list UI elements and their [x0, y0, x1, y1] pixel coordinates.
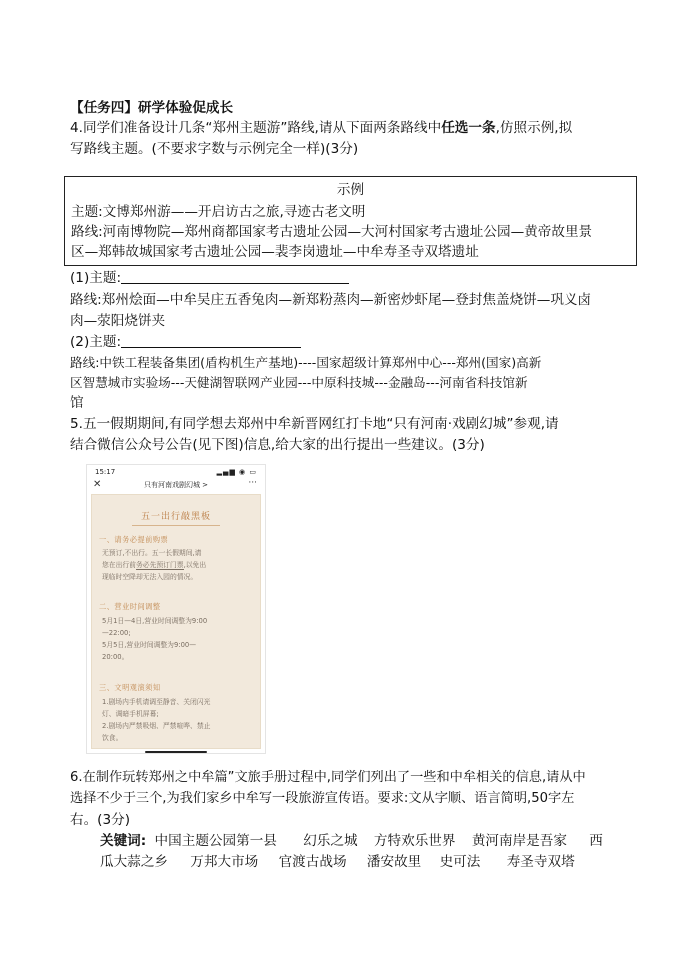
example-box — [64, 176, 637, 266]
example-route-line2: 区—郑韩故城国家考古遗址公园—裴李岗遗址—中牟寿圣寺双塔遗址 — [71, 244, 479, 260]
q4-emphasis: 任选一条 — [441, 120, 496, 136]
keywords-row-2 — [100, 852, 622, 872]
keyword: 幻乐之城 — [303, 833, 358, 849]
more-icon: ··· — [248, 478, 257, 488]
notice-text: —22:00; — [102, 629, 131, 637]
keyword: 官渡古战场 — [278, 854, 347, 870]
keyword: 寿圣寺双塔 — [506, 854, 575, 870]
notice-text: 无预订,不出行。五一长假期间,请 — [102, 549, 202, 557]
q4-line1 — [70, 118, 622, 138]
keyword: 黄河南岸是吾家 — [471, 833, 567, 849]
item1-answer-blank[interactable] — [121, 268, 349, 284]
item2-theme — [70, 332, 622, 352]
notice-section-1: 一、请务必提前购票 — [99, 535, 169, 544]
home-indicator — [145, 751, 207, 753]
notice-text: 1.剧场内手机请调至静音、关闭闪光 — [102, 698, 211, 706]
q6-line1: 6.在制作玩转郑州之中牟篇”文旅手册过程中,同学们列出了一些和中牟相关的信息,请从中 — [70, 770, 586, 785]
q4-line1-a: 4.同学们准备设计几条“郑州主题游”路线,请从下面两条路线中 — [70, 120, 442, 136]
wechat-notice-screenshot — [86, 464, 266, 754]
keyword: 史可法 — [439, 854, 481, 870]
example-route-line1: 路线:河南博物院—郑州商都国家考古遗址公园—大河村国家考古遗址公园—黄帝故里景 — [71, 224, 593, 240]
keyword: 潘安故里 — [366, 854, 422, 870]
notice-text-part: 您在出行前 — [102, 561, 136, 569]
q4-line2: 写路线主题。(不要求字数与示例完全一样)(3分) — [70, 141, 359, 157]
notice-section-3: 三、文明观演须知 — [99, 683, 161, 692]
keyword: 瓜大蒜之乡 — [100, 854, 168, 870]
notice-text: 2.剧场内严禁吸烟、严禁喧哗、禁止 — [102, 722, 211, 730]
q5-line1: 5.五一假期期间,有同学想去郑州中牟新晋网红打卡地“只有河南·戏剧幻城”参观,请 — [70, 416, 559, 432]
notice-board — [91, 494, 261, 749]
section-title: 【任务四】研学体验促成长 — [70, 100, 234, 116]
notice-text: 5月5日,营业时间调整为9:00— — [102, 641, 197, 649]
notice-title: 五一出行敲黑板 — [140, 512, 211, 522]
notice-text-part: ,以免出 — [183, 561, 207, 569]
title-divider — [132, 525, 220, 526]
example-theme: 主题:文博郑州游——开启访古之旅,寻迹古老文明 — [71, 204, 366, 220]
keyword: 万邦大市场 — [190, 854, 259, 870]
keyword: 中国主题公园第一县 — [154, 833, 277, 849]
route-b-line2: 区智慧城市实验场---天健湖智联网产业园---中原科技城---金融岛---河南省科技馆新 — [70, 375, 528, 390]
q6-line2: 选择不少于三个,为我们家乡中牟写一段旅游宣传语。要求:文从字顺、语言简明,50字左 — [70, 791, 575, 806]
keywords-label: 关键词: — [100, 833, 147, 849]
notice-text: 饮食。 — [102, 734, 123, 742]
item2-label: (2)主题: — [70, 334, 122, 350]
notice-text — [102, 559, 206, 571]
route-b-line1: 路线:中铁工程装备集团(盾构机生产基地)----国家超级计算郑州中心---郑州(国家)高新 — [70, 355, 542, 370]
notice-text: 20:00。 — [102, 653, 129, 661]
item1-label: (1)主题: — [70, 270, 122, 286]
item2-answer-blank[interactable] — [121, 332, 301, 348]
q4-line1-c: ,仿照示例,拟 — [495, 120, 573, 136]
example-title: 示例 — [336, 182, 365, 198]
item1-theme — [70, 268, 622, 288]
notice-text: 灯、调暗手机屏幕; — [102, 710, 159, 718]
q5-line2: 结合微信公众号公告(见下图)信息,给大家的出行提出一些建议。(3分) — [70, 437, 485, 453]
keyword: 西 — [589, 833, 603, 849]
route-a-line2: 肉—荥阳烧饼夹 — [70, 313, 166, 329]
notice-text: 5月1日—4日,营业时间调整为9:00 — [102, 617, 208, 625]
notice-text-underlined: 务必先预订门票 — [135, 561, 184, 569]
route-b-line3: 馆 — [70, 395, 84, 411]
keyword: 方特欢乐世界 — [373, 833, 456, 849]
status-icons: ▂▄▆ ◉ ▭ — [216, 468, 257, 476]
q6-line3: 右。(3分) — [70, 812, 131, 828]
account-title: 只有河南戏剧幻城 > — [143, 481, 209, 489]
route-a-line1: 路线:郑州烩面—中牟吴庄五香兔肉—新郑粉蒸肉—新密炒虾尾—登封焦盖烧饼—巩义卤 — [70, 292, 592, 308]
notice-text: 现临时空降却无法入园的情况。 — [102, 573, 198, 581]
notice-section-2: 二、营业时间调整 — [99, 602, 161, 611]
keywords-row-1 — [100, 831, 622, 851]
status-time: 15:17 — [95, 468, 116, 476]
close-icon: ✕ — [93, 479, 102, 490]
